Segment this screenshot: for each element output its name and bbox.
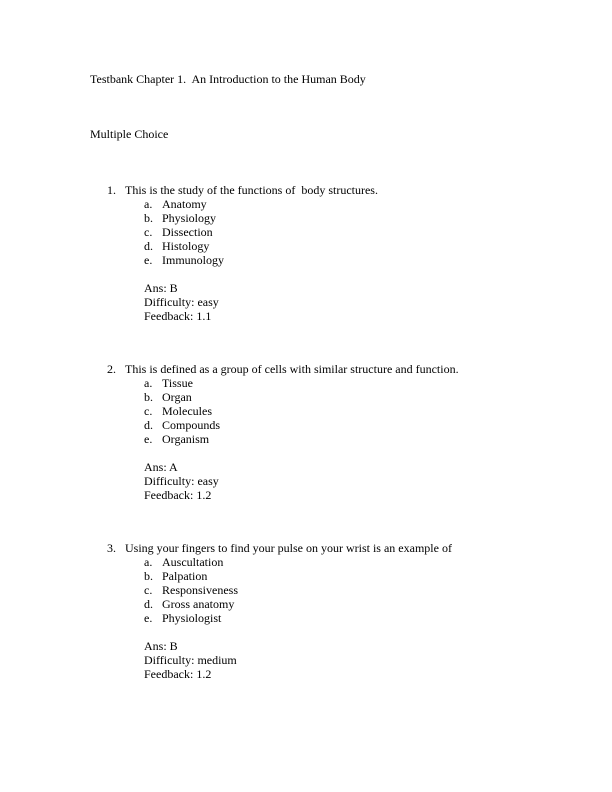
difficulty: Difficulty: easy bbox=[144, 474, 219, 488]
question-stem bbox=[107, 183, 577, 197]
question-number: 1. bbox=[107, 183, 116, 197]
option-text: Compounds bbox=[162, 418, 221, 432]
question-2 bbox=[107, 362, 577, 502]
option-letter: e. bbox=[144, 253, 153, 267]
feedback: Feedback: 1.1 bbox=[144, 309, 212, 323]
option-text: Auscultation bbox=[162, 555, 224, 569]
option-letter: a. bbox=[144, 197, 153, 211]
option-b bbox=[144, 569, 577, 583]
question-text: This is the study of the functions of body structures. bbox=[125, 183, 378, 197]
answer-key: Ans: B bbox=[144, 281, 178, 295]
option-letter: c. bbox=[144, 404, 153, 418]
option-letter: d. bbox=[144, 418, 153, 432]
option-letter: c. bbox=[144, 583, 153, 597]
option-letter: a. bbox=[144, 555, 153, 569]
question-text: This is defined as a group of cells with similar structure and function. bbox=[125, 362, 459, 376]
option-letter: c. bbox=[144, 225, 153, 239]
answer-metadata bbox=[144, 281, 577, 323]
option-b bbox=[144, 390, 577, 404]
question-1 bbox=[107, 183, 577, 323]
option-text: Histology bbox=[162, 239, 210, 253]
answer-options bbox=[144, 197, 577, 267]
option-c bbox=[144, 404, 577, 418]
answer-options bbox=[144, 376, 577, 446]
option-d bbox=[144, 597, 577, 611]
option-letter: b. bbox=[144, 390, 153, 404]
option-letter: a. bbox=[144, 376, 153, 390]
answer-options bbox=[144, 555, 577, 625]
section-heading: Multiple Choice bbox=[90, 127, 169, 141]
question-stem bbox=[107, 362, 577, 376]
feedback: Feedback: 1.2 bbox=[144, 488, 212, 502]
option-text: Gross anatomy bbox=[162, 597, 235, 611]
option-text: Organism bbox=[162, 432, 210, 446]
option-letter: b. bbox=[144, 211, 153, 225]
option-text: Palpation bbox=[162, 569, 208, 583]
question-3 bbox=[107, 541, 577, 681]
option-d bbox=[144, 239, 577, 253]
answer-key: Ans: A bbox=[144, 460, 178, 474]
option-a bbox=[144, 555, 577, 569]
option-a bbox=[144, 197, 577, 211]
option-text: Organ bbox=[162, 390, 192, 404]
option-letter: b. bbox=[144, 569, 153, 583]
option-letter: e. bbox=[144, 432, 153, 446]
feedback: Feedback: 1.2 bbox=[144, 667, 212, 681]
option-c bbox=[144, 583, 577, 597]
option-a bbox=[144, 376, 577, 390]
option-letter: d. bbox=[144, 239, 153, 253]
answer-metadata bbox=[144, 460, 577, 502]
option-c bbox=[144, 225, 577, 239]
option-text: Dissection bbox=[162, 225, 213, 239]
option-e bbox=[144, 432, 577, 446]
option-text: Immunology bbox=[162, 253, 224, 267]
option-b bbox=[144, 211, 577, 225]
answer-metadata bbox=[144, 639, 577, 681]
option-text: Physiologist bbox=[162, 611, 222, 625]
document-title: Testbank Chapter 1. An Introduction to the Human Body bbox=[90, 72, 366, 86]
difficulty: Difficulty: medium bbox=[144, 653, 237, 667]
option-text: Responsiveness bbox=[162, 583, 238, 597]
option-text: Molecules bbox=[162, 404, 212, 418]
option-e bbox=[144, 253, 577, 267]
option-text: Physiology bbox=[162, 211, 217, 225]
option-e bbox=[144, 611, 577, 625]
option-text: Tissue bbox=[162, 376, 193, 390]
question-number: 3. bbox=[107, 541, 116, 555]
difficulty: Difficulty: easy bbox=[144, 295, 219, 309]
option-letter: d. bbox=[144, 597, 153, 611]
question-stem bbox=[107, 541, 577, 555]
option-d bbox=[144, 418, 577, 432]
question-number: 2. bbox=[107, 362, 116, 376]
option-letter: e. bbox=[144, 611, 153, 625]
option-text: Anatomy bbox=[162, 197, 207, 211]
question-text: Using your fingers to find your pulse on your wrist is an example of bbox=[125, 541, 452, 555]
answer-key: Ans: B bbox=[144, 639, 178, 653]
